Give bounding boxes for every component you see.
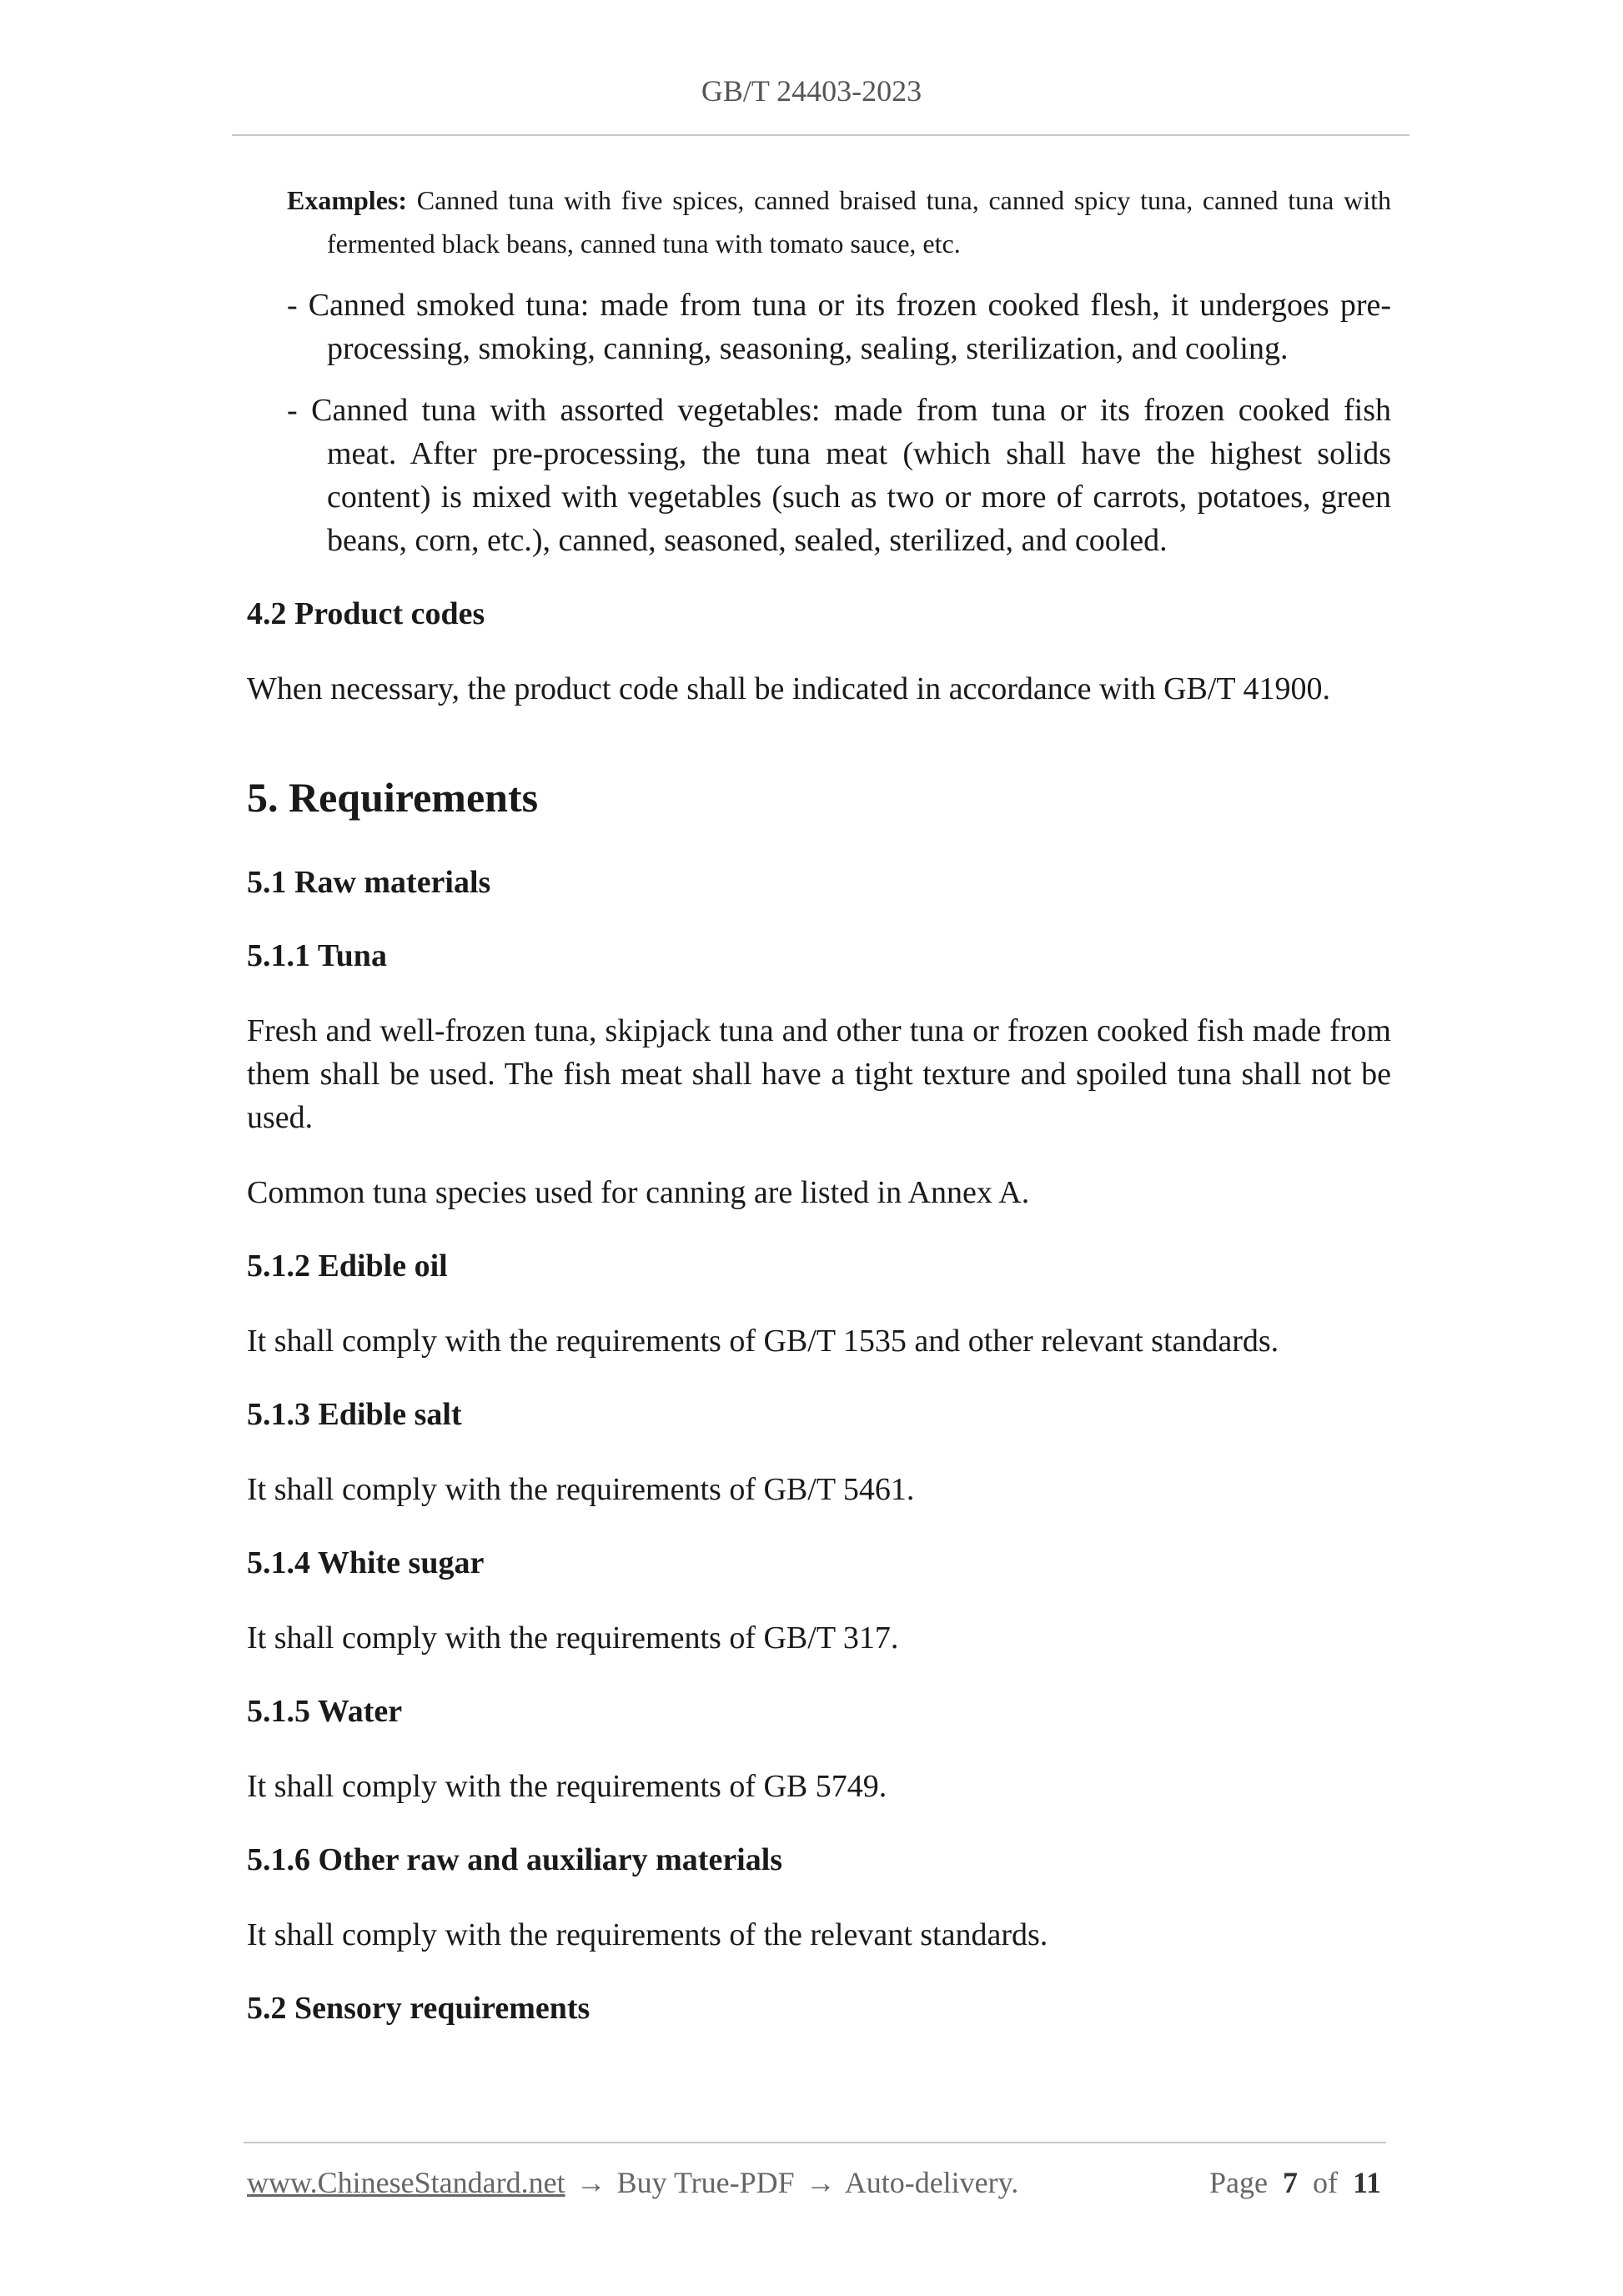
paragraph-5-1-2: It shall comply with the requirements of GB/T 1535 and other relevant standards. <box>247 1324 1279 1359</box>
paragraph-4-2: When necessary, the product code shall be indicated in accordance with GB/T 41900. <box>247 671 1330 706</box>
list-item-assorted-vegetables: - Canned tuna with assorted vegetables: made from tuna or its frozen cooked fish meat. After pre-processing, the tuna meat (which shall have the highest solids content) is mixed with vegetables (such as two or more of carrots, potatoes, green beans, corn, etc.), canned, seasoned, sealed, sterilized, and cooled. <box>287 393 1391 558</box>
header-divider <box>232 134 1409 136</box>
examples-note <box>287 178 1391 265</box>
buy-true-pdf-link[interactable]: Buy True-PDF <box>616 2166 795 2199</box>
paragraph-5-1-4: It shall comply with the requirements of GB/T 317. <box>247 1620 899 1655</box>
paragraph-5-1-5: It shall comply with the requirements of GB 5749. <box>247 1769 887 1804</box>
page-footer <box>247 2165 1381 2205</box>
paragraph-5-1-1-b: Common tuna species used for canning are listed in Annex A. <box>247 1175 1030 1210</box>
list-item-smoked-tuna: - Canned smoked tuna: made from tuna or its frozen cooked flesh, it undergoes pre-processing, smoking, canning, seasoning, sealing, sterilization, and cooling. <box>287 288 1391 366</box>
arrow-right-icon: → <box>805 2166 836 2199</box>
examples-text: Canned tuna with five spices, canned braised tuna, canned spicy tuna, canned tuna with fermented black beans, canned tuna with tomato sauce, etc. <box>327 185 1392 259</box>
heading-5-1: 5.1 Raw materials <box>247 865 491 900</box>
examples-label: Examples: <box>287 185 407 215</box>
site-link[interactable]: www.ChineseStandard.net <box>247 2166 565 2199</box>
heading-5-1-2: 5.1.2 Edible oil <box>247 1248 448 1284</box>
paragraph-5-1-1-a: Fresh and well-frozen tuna, skipjack tuna and other tuna or frozen cooked fish made from them shall be used. The fish meat shall have a tight texture and spoiled tuna shall not be used. <box>247 1013 1391 1135</box>
heading-5-1-3: 5.1.3 Edible salt <box>247 1397 462 1432</box>
footer-promo <box>247 2165 1018 2200</box>
document-header <box>0 73 1623 108</box>
standard-number: GB/T 24403-2023 <box>701 74 922 108</box>
heading-5-1-1: 5.1.1 Tuna <box>247 938 387 973</box>
heading-5-1-4: 5.1.4 White sugar <box>247 1545 485 1580</box>
paragraph-5-1-3: It shall comply with the requirements of GB/T 5461. <box>247 1472 915 1507</box>
heading-5-1-6: 5.1.6 Other raw and auxiliary materials <box>247 1842 783 1877</box>
heading-4-2: 4.2 Product codes <box>247 596 485 631</box>
heading-5-2: 5.2 Sensory requirements <box>247 1991 590 2026</box>
auto-delivery-text: Auto-delivery. <box>844 2166 1019 2199</box>
heading-5: 5. Requirements <box>247 774 539 821</box>
of-word: of <box>1312 2166 1338 2199</box>
footer-divider <box>244 2142 1386 2143</box>
total-pages: 11 <box>1352 2166 1381 2199</box>
current-page: 7 <box>1282 2166 1298 2199</box>
heading-5-1-5: 5.1.5 Water <box>247 1694 403 1729</box>
page-number <box>1209 2165 1381 2200</box>
page-word: Page <box>1209 2166 1268 2199</box>
arrow-right-icon: → <box>575 2166 606 2199</box>
paragraph-5-1-6: It shall comply with the requirements of the relevant standards. <box>247 1917 1048 1952</box>
page-content <box>247 167 1391 2030</box>
